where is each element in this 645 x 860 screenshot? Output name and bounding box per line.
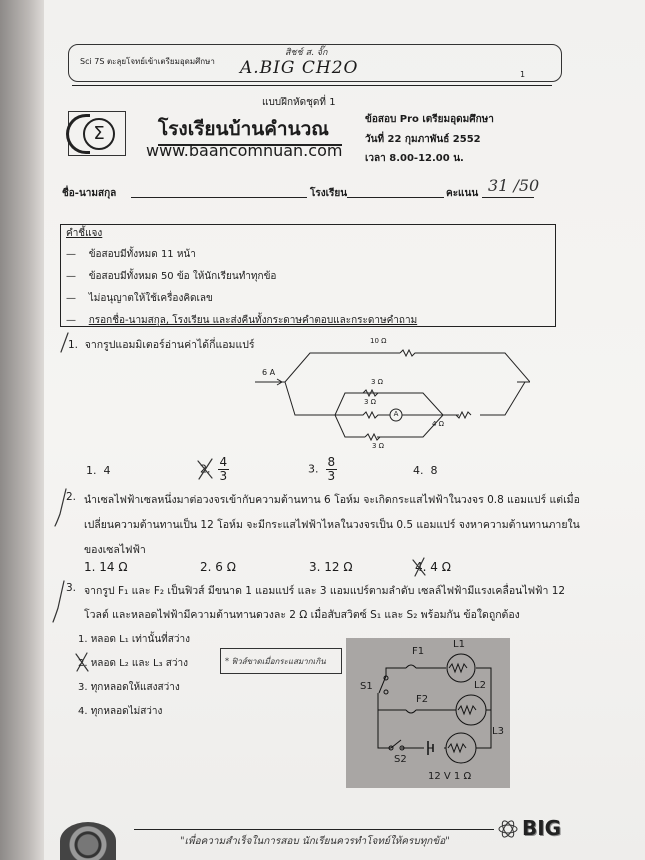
sigma-icon: Σ (83, 118, 115, 150)
instruction-item: — ไม่อนุญาตให้ใช้เครื่องคิดเลข (66, 293, 213, 304)
option-number: 1. (86, 464, 97, 477)
resistor-label: 3 Ω (364, 398, 377, 406)
question-1 (68, 336, 255, 353)
switch-label: S2 (394, 754, 407, 765)
header-divider (72, 85, 552, 86)
instruction-text: กรอกชื่อ-นามสกุล, โรงเรียน และส่งคืนทั้งกระดาษคำตอบและกระดาษคำถาม (88, 315, 418, 326)
q2-option-2[interactable]: 2. 6 Ω (200, 560, 236, 574)
ammeter-label: A (393, 410, 399, 418)
option-number: 4. (413, 464, 424, 477)
score-field[interactable] (482, 197, 534, 198)
q3-option-2[interactable]: 2. หลอด L₂ และ L₃ สว่าง (78, 658, 188, 669)
lamp-icon (447, 654, 475, 682)
instruction-text: ข้อสอบมีทั้งหมด 50 ข้อ ให้นักเรียนทำทุกข้อ (88, 271, 277, 282)
school-field[interactable] (347, 197, 444, 198)
footer-divider (134, 829, 494, 830)
numerator: 8 (327, 455, 336, 469)
cross-mark-icon (74, 652, 90, 672)
name-field[interactable] (131, 197, 307, 198)
resistor-label: 3 Ω (371, 378, 384, 386)
page-shadow (0, 0, 48, 860)
option-value: 8 (430, 464, 438, 477)
question-2-line: นำเซลไฟฟ้าเซลหนึ่งมาต่อวงจรเข้ากับความต้านทาน 6 โอห์ม จะเกิดกระแสไฟฟ้าในวงจร 0.8 แอมแปร์ แต่เมื่อ (84, 494, 580, 506)
question-2-number: 2. (66, 491, 77, 503)
fuse-icon (406, 665, 416, 713)
cross-mark-icon (196, 458, 214, 480)
instruction-item: — ข้อสอบมีทั้งหมด 11 หน้า (66, 249, 196, 260)
check-mark-icon (52, 580, 66, 624)
abig-logo: A.BIG CH2O (240, 58, 359, 78)
q1-option-3[interactable] (308, 456, 337, 483)
q3-option-3[interactable]: 3. ทุกหลอดให้แสงสว่าง (78, 682, 180, 693)
q3-option-1[interactable]: 1. หลอด L₁ เท่านั้นที่สว่าง (78, 634, 190, 645)
question-2-line: เปลี่ยนความต้านทานเป็น 12 โอห์ม จะมีกระแสไฟฟ้าไหลในวงจรเป็น 0.5 แอมแปร์ จงหาความต้านทานภายใน (84, 519, 580, 531)
score-value: 31 /50 (488, 176, 540, 195)
course-title: Sci 7S ตะลุยโจทย์เข้าเตรียมอุดมศึกษา (80, 57, 215, 66)
fraction (326, 456, 338, 483)
school-label: โรงเรียน (310, 188, 348, 199)
option-value: 4 (103, 464, 111, 477)
fuse-label: F2 (416, 694, 429, 705)
numerator: 4 (219, 455, 228, 469)
score-label: คะแนน (446, 188, 479, 199)
school-url: www.baancomnuan.com (146, 141, 343, 160)
q3-circuit (346, 638, 510, 788)
question-3-line: จากรูป F₁ และ F₂ เป็นฟิวส์ มีขนาด 1 แอมแปร์ และ 3 แอมแปร์ตามลำดับ เซลล์ไฟฟ้ามีแรงเคลื่อนไฟฟ้า 12 (84, 585, 566, 597)
big-brand: BIG (522, 816, 562, 840)
fuse-label: F1 (412, 646, 425, 657)
resistor-label: 3 Ω (372, 442, 385, 450)
instruction-text: ไม่อนุญาตให้ใช้เครื่องคิดเลข (88, 293, 213, 304)
handwritten-note: * ฟิวส์ขาดเมื่อกระแสมากเกิน (220, 648, 342, 674)
school-logo (68, 111, 126, 156)
q2-option-1[interactable]: 1. 14 Ω (84, 560, 128, 574)
battery-label: 12 V 1 Ω (428, 771, 472, 782)
footer-slogan: "เพื่อความสำเร็จในการสอบ นักเรียนควรทำโจทย์ให้ครบทุกข้อ" (180, 836, 450, 847)
name-label: ชื่อ-นามสกุล (62, 188, 117, 199)
exam-name: ข้อสอบ Pro เตรียมอุดมศึกษา (365, 114, 494, 125)
q3-option-4[interactable]: 4. ทุกหลอดไม่สว่าง (78, 706, 163, 717)
exercise-title: แบบฝึกหัดชุดที่ 1 (262, 97, 336, 108)
school-name: โรงเรียนบ้านคำนวณ (158, 114, 342, 146)
q1-option-1[interactable] (86, 464, 111, 477)
q2-option-4[interactable]: 4. 4 Ω (415, 560, 451, 574)
option-number: 2. (200, 462, 211, 476)
resistor-label: 4 Ω (432, 420, 445, 428)
page-number: 1 (520, 70, 526, 79)
current-arrow-icon (259, 379, 282, 385)
question-3-line: โวลต์ และหลอดไฟฟ้ามีความต้านทานดวงละ 2 Ω เมื่อสับสวิตซ์ S₁ และ S₂ พร้อมกัน ข้อใดถูกต้อง (84, 609, 520, 621)
resistor-label: 10 Ω (370, 337, 387, 345)
fraction (218, 456, 230, 483)
instruction-item: — ข้อสอบมีทั้งหมด 50 ข้อ ให้นักเรียนทำทุกข้อ (66, 271, 277, 282)
check-mark-icon (58, 332, 70, 354)
instruction-item: — กรอกชื่อ-นามสกุล, โรงเรียน และส่งคืนทั้งกระดาษคำตอบและกระดาษคำถาม (66, 315, 418, 326)
q1-option-4[interactable] (413, 464, 438, 477)
switch-label: S1 (360, 681, 373, 692)
exam-time: เวลา 8.00-12.00 น. (365, 153, 464, 164)
instructions-title: คำชี้แจง (66, 228, 103, 239)
question-3-number: 3. (66, 582, 77, 594)
question-number: 1. (68, 339, 79, 351)
atom-icon (498, 818, 518, 840)
lamp-label: L1 (453, 639, 465, 650)
q3-circuit-figure (346, 638, 510, 788)
denominator: 3 (219, 469, 228, 483)
denominator: 3 (327, 469, 336, 483)
question-text: จากรูปแอมมิเตอร์อ่านค่าได้กี่แอมแปร์ (84, 339, 255, 351)
q2-option-3[interactable]: 3. 12 Ω (309, 560, 353, 574)
signature: สิชช์ ส. จั๊ก (285, 48, 328, 58)
instruction-text: ข้อสอบมีทั้งหมด 11 หน้า (88, 249, 196, 260)
question-2-line: ของเซลไฟฟ้า (84, 544, 146, 556)
lamp-label: L2 (474, 680, 486, 691)
cross-mark-icon (411, 557, 427, 577)
option-number: 3. (308, 462, 319, 476)
lamp-label: L3 (492, 726, 504, 737)
current-label: 6 A (262, 368, 276, 377)
crescent-icon (66, 114, 90, 154)
q1-circuit (255, 335, 530, 460)
exam-date: วันที่ 22 กุมภาพันธ์ 2552 (365, 134, 481, 145)
footer-emblem (60, 822, 116, 860)
